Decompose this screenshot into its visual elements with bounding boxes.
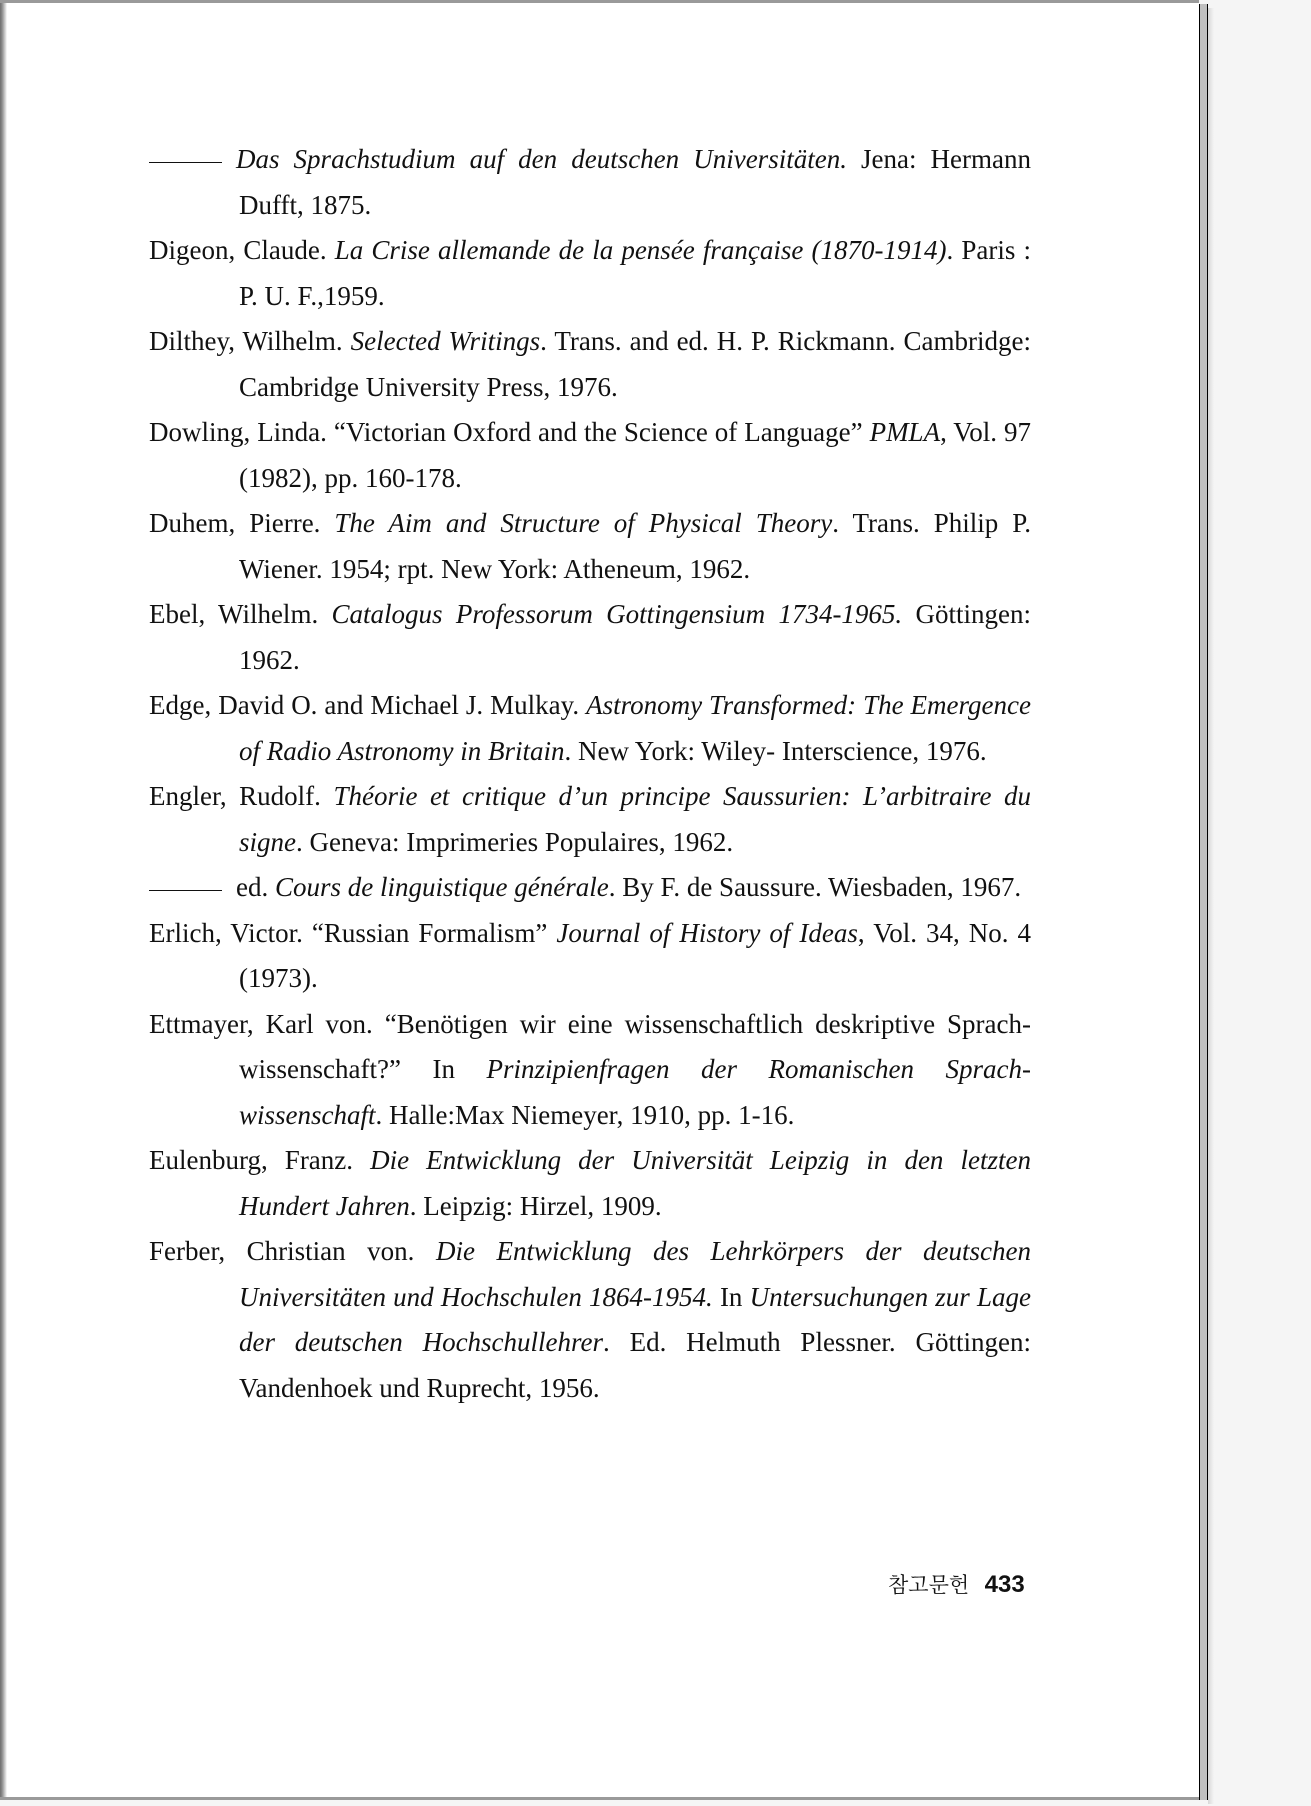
bibliography-entry (149, 228, 1031, 319)
bibliography-entry (149, 774, 1031, 865)
entry-title-italic: Die Entwicklung des Lehrkörpers der deutschen Universitäten und Hochschulen 1864-1954. (239, 1236, 1031, 1312)
entry-text: Erlich, Victor. “Russian Formalism” (149, 917, 557, 948)
page-number: 433 (984, 1571, 1025, 1598)
repeat-author-rule (149, 890, 222, 891)
page-spine-edge (1199, 4, 1208, 1800)
entry-text: In (712, 1281, 750, 1312)
entry-text: Göttingen: 1962. (239, 599, 1031, 675)
entry-title-italic: La Crise allemande de la pensée française (1870-1914) (334, 235, 947, 265)
entry-text: . Geneva: Imprimeries Populaires, 1962. (296, 826, 734, 857)
entry-title-italic: Das Sprachstudium auf den deutschen Universitäten. (236, 144, 847, 174)
bibliography-entry (149, 501, 1031, 592)
entry-text: Dilthey, Wilhelm. (149, 326, 351, 356)
entry-title-italic: The Aim and Structure of Physical Theory (334, 508, 833, 538)
page-shadow (1208, 8, 1214, 1804)
entry-text: ed. (236, 872, 275, 902)
bibliography-list (149, 137, 1031, 1411)
entry-text: . Ed. Helmuth Plessner. Göttingen: Vandenhoek und Ruprecht, 1956. (239, 1327, 1031, 1403)
bibliography-entry (149, 1138, 1031, 1229)
running-footer (888, 1569, 1025, 1599)
bibliography-entry (149, 1229, 1031, 1411)
entry-title-italic: Théorie et critique d’un principe Saussurien: L’arbitraire du signe (239, 781, 1031, 857)
bibliography-entry (149, 683, 1031, 774)
entry-text: Ebel, Wilhelm. (149, 599, 332, 629)
entry-title-italic: Astronomy Transformed: The Emergence of Radio Astronomy in Britain (239, 690, 1031, 766)
entry-title-italic: Selected Writings (350, 326, 541, 356)
entry-text: . Paris : P. U. F.,1959. (239, 235, 1031, 311)
entry-title-italic: Untersuchungen zur Lage der deutschen Hochschullehrer (239, 1281, 1032, 1357)
entry-text: . By F. de Saussure. Wiesbaden, 1967. (608, 872, 1022, 902)
entry-text: . New York: Wiley- Interscience, 1976. (564, 735, 987, 766)
bibliography-entry (149, 410, 1031, 501)
entry-text: . Trans. and ed. H. P. Rickmann. Cambridge: Cambridge University Press, 1976. (239, 326, 1031, 402)
entry-title-italic: Journal of History of Ideas (556, 917, 858, 948)
entry-text: . Leipzig: Hirzel, 1909. (409, 1190, 662, 1221)
entry-text: . Trans. Philip P. Wiener. 1954; rpt. New York: Atheneum, 1962. (239, 508, 1031, 584)
entry-text: , Vol. 34, No. 4 (1973). (239, 917, 1031, 993)
bibliography-entry (149, 865, 1031, 911)
bibliography-entry (149, 911, 1031, 1002)
entry-text: Dowling, Linda. “Victorian Oxford and the Science of Language” (149, 417, 870, 447)
entry-text: . Halle:Max Niemeyer, 1910, pp. 1-16. (375, 1099, 795, 1130)
entry-title-italic: Prinzipienfragen der Romanischen Sprach-wissenschaft (239, 1054, 1031, 1130)
repeat-author-rule (149, 162, 222, 163)
entry-text: Ferber, Christian von. (149, 1236, 436, 1266)
section-label: 참고문헌 (888, 1573, 970, 1597)
entry-text: Engler, Rudolf. (149, 781, 334, 811)
entry-title-italic: Cours de linguistique générale (274, 872, 609, 902)
bibliography-entry (149, 1002, 1031, 1139)
entry-text: Ettmayer, Karl von. “Benötigen wir eine wissenschaftlich deskriptive Sprach-wissenschaft?” In (149, 1008, 1031, 1084)
bibliography-entry (149, 592, 1031, 683)
bibliography-entry (149, 137, 1031, 228)
entry-title-italic: PMLA (869, 417, 941, 447)
entry-title-italic: Catalogus Professorum Gottingensium 1734-1965. (331, 599, 903, 629)
entry-text: Duhem, Pierre. (149, 508, 335, 538)
entry-text: Edge, David O. and Michael J. Mulkay. (149, 690, 587, 720)
entry-text: Jena: Hermann Dufft, 1875. (239, 144, 1031, 220)
entry-text: Eulenburg, Franz. (149, 1145, 371, 1175)
bibliography-entry (149, 319, 1031, 410)
entry-title-italic: Die Entwicklung der Universität Leipzig in den letzten Hundert Jahren (239, 1145, 1031, 1221)
entry-text: Digeon, Claude. (149, 235, 335, 265)
page-left-edge (0, 3, 7, 1797)
entry-text: , Vol. 97 (1982), pp. 160-178. (239, 417, 1031, 493)
